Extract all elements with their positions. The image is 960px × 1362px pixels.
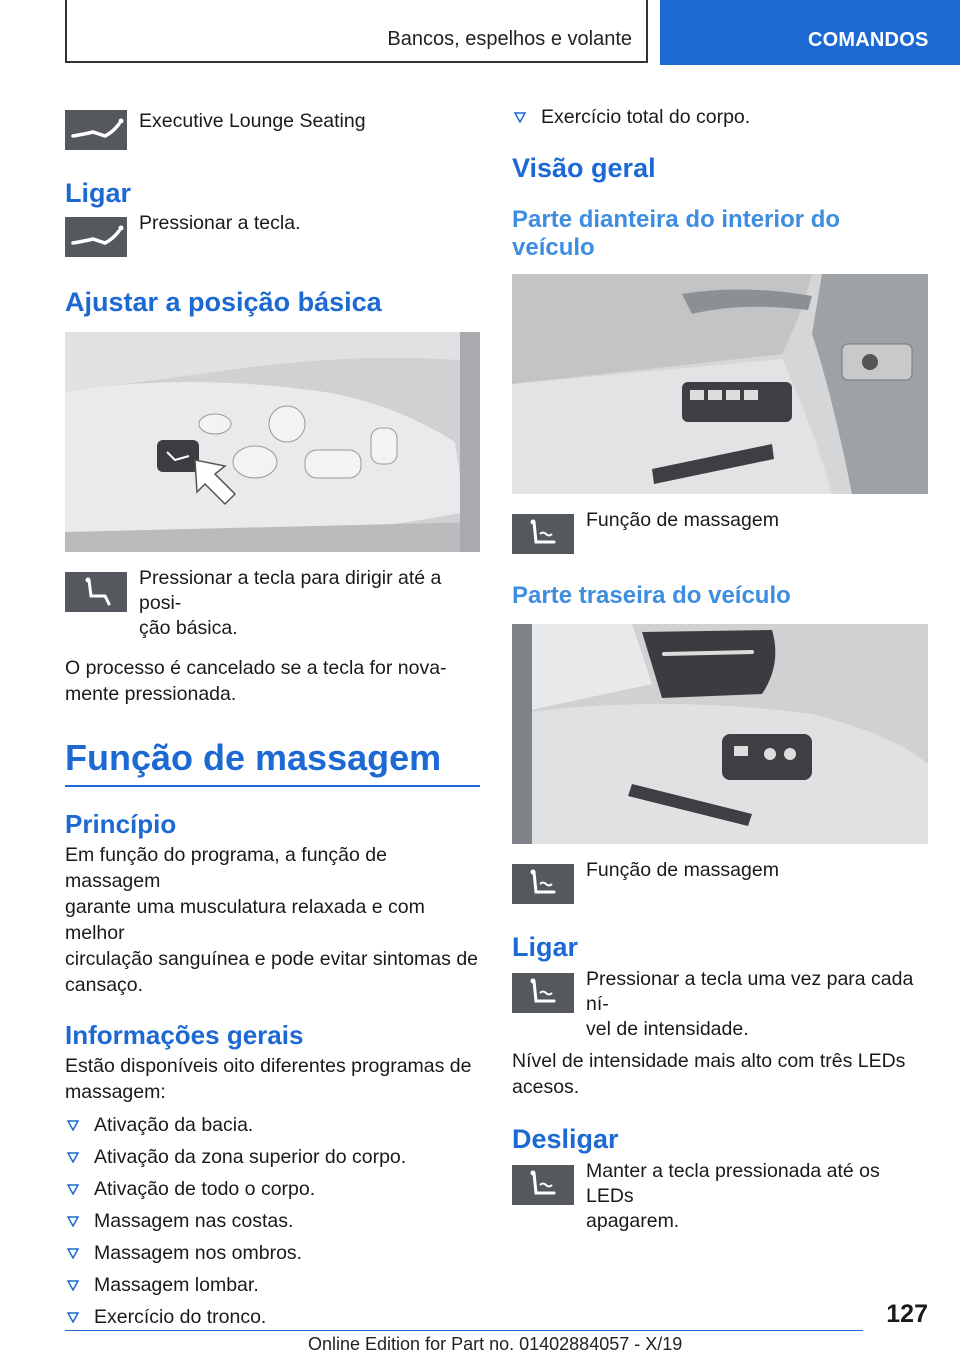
principio-line2: garante uma musculatura relaxada e com melhor [65, 896, 425, 944]
ligar-heading: Ligar [65, 178, 132, 208]
front-caption: Função de massagem [586, 509, 779, 531]
principio-para [65, 842, 480, 998]
rear-caption-row [512, 860, 928, 904]
info-heading: Informações gerais [65, 1020, 304, 1050]
principio-line4: cansaço. [65, 974, 144, 996]
nivel-line1: Nível de intensidade mais alto com três LEDs [512, 1050, 906, 1072]
principio-line3: circulação sanguínea e pode evitar sintomas de [65, 948, 479, 970]
desligar-row [512, 1161, 928, 1234]
info-line1: Estão disponíveis oito diferentes programas de [65, 1055, 472, 1077]
program-list-cont [512, 101, 928, 133]
info-line2: massagem: [65, 1081, 166, 1103]
list-item: Massagem nas costas. [65, 1205, 480, 1237]
front-heading: Parte dianteira do interior do veículo [512, 206, 841, 261]
ajustar-heading: Ajustar a posição básica [65, 287, 382, 317]
chapter-tab [660, 0, 960, 65]
principio-line1: Em função do programa, a função de massagem [65, 844, 387, 892]
rear-heading: Parte traseira do veículo [512, 582, 791, 609]
page-number: 127 [886, 1300, 928, 1328]
ligar-text: Pressionar a tecla. [139, 212, 301, 234]
triangle-bullet-icon [67, 1184, 79, 1195]
footer-edition: Online Edition for Part no. 01402884057 - X/19 [308, 1334, 683, 1354]
basic-pos-line1: Pressionar a tecla para dirigir até a posi‐ [139, 567, 442, 614]
lounge-seat-icon [65, 110, 127, 150]
header-section-box [65, 0, 648, 63]
triangle-bullet-icon [67, 1216, 79, 1227]
basic-pos-line2: ção básica. [139, 617, 238, 639]
triangle-bullet-icon [514, 112, 526, 123]
triangle-bullet-icon [67, 1120, 79, 1131]
list-item: Massagem nos ombros. [65, 1237, 480, 1269]
desligar-line2: apagarem. [586, 1210, 680, 1232]
cancel-line2: mente pressionada. [65, 683, 237, 705]
desligar-heading: Desligar [512, 1124, 619, 1154]
triangle-bullet-icon [67, 1280, 79, 1291]
triangle-bullet-icon [67, 1152, 79, 1163]
list-item: Ativação da bacia. [65, 1109, 480, 1141]
triangle-bullet-icon [67, 1248, 79, 1259]
ligar-row [65, 213, 480, 257]
lounge-seat-icon [65, 217, 127, 257]
massage-icon [512, 973, 574, 1013]
ligar2-row [512, 969, 928, 1042]
massage-heading: Função de massagem [65, 737, 480, 787]
ligar2-line2: vel de intensidade. [586, 1018, 749, 1040]
massage-icon [512, 1165, 574, 1205]
chapter-tab-label: COMANDOS [808, 29, 929, 51]
nivel-line2: acesos. [512, 1076, 580, 1098]
lounge-label: Executive Lounge Seating [139, 110, 366, 132]
program-list [65, 1109, 480, 1333]
basic-pos-row [65, 568, 480, 641]
rear-door-photo [512, 624, 928, 844]
massage-icon [512, 864, 574, 904]
rear-caption: Função de massagem [586, 859, 779, 881]
right-column [512, 100, 928, 1234]
list-item: Exercício total do corpo. [512, 101, 928, 133]
desligar-line1: Manter a tecla pressionada até os LEDs [586, 1160, 880, 1207]
footer-rule [65, 1330, 863, 1331]
nivel-para [512, 1048, 928, 1100]
list-item: Massagem lombar. [65, 1269, 480, 1301]
section-title: Bancos, espelhos e volante [387, 28, 632, 50]
seat-position-icon [65, 572, 127, 612]
ligar2-heading: Ligar [512, 932, 579, 962]
cancel-line1: O processo é cancelado se a tecla for nova‐ [65, 657, 447, 679]
info-para [65, 1053, 480, 1105]
front-door-photo [512, 274, 928, 494]
massage-icon [512, 514, 574, 554]
list-item: Ativação da zona superior do corpo. [65, 1141, 480, 1173]
visao-heading: Visão geral [512, 153, 656, 183]
principio-heading: Princípio [65, 809, 177, 839]
left-column [65, 100, 480, 1333]
cancel-para [65, 655, 480, 707]
list-item: Ativação de todo o corpo. [65, 1173, 480, 1205]
seat-control-photo [65, 332, 480, 552]
triangle-bullet-icon [67, 1312, 79, 1323]
ligar2-line1: Pressionar a tecla uma vez para cada ní‐ [586, 968, 914, 1015]
lounge-row [65, 106, 480, 150]
list-item: Exercício do tronco. [65, 1301, 480, 1333]
front-caption-row [512, 510, 928, 554]
